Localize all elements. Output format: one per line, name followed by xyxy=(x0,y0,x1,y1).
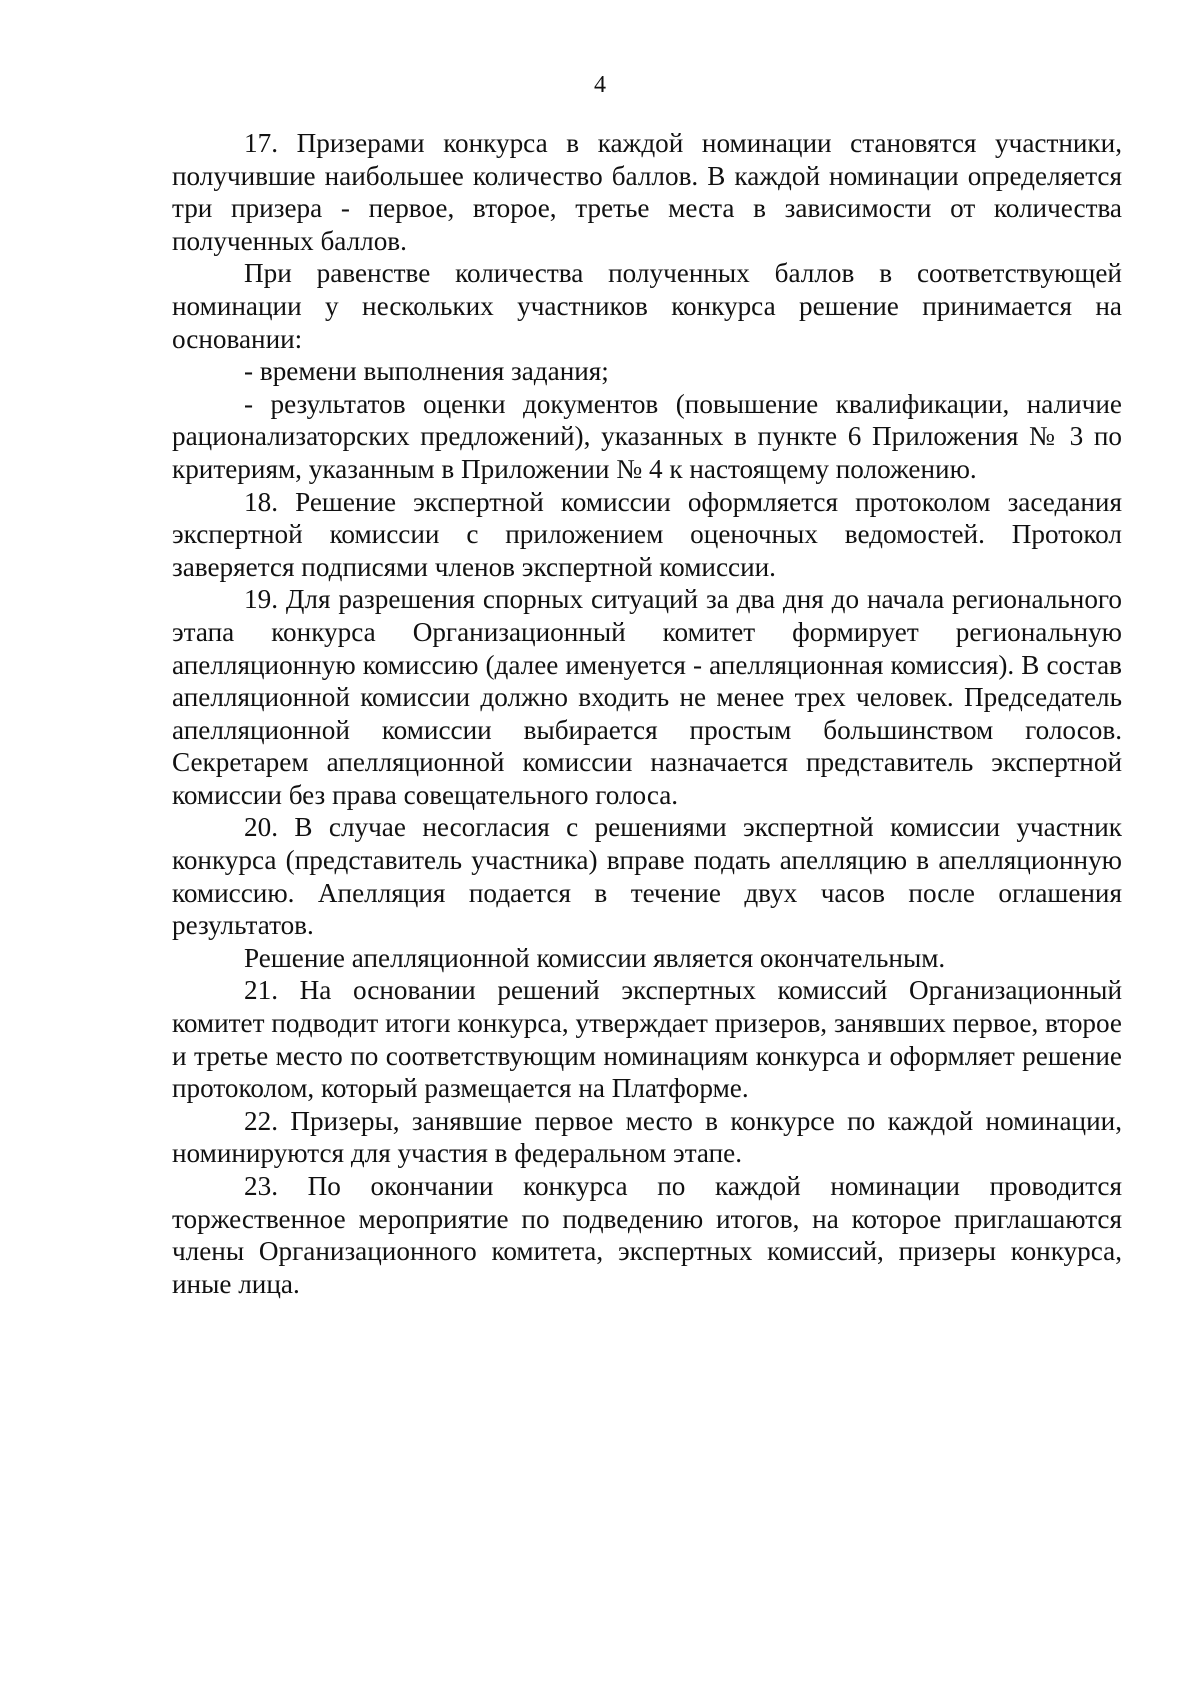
paragraph-tie-rule: При равенстве количества полученных баллов в соответствующей номинации у нескольких участников конкурса решение принимается на основании: xyxy=(172,258,1122,354)
paragraph-20: 20. В случае несогласия с решениями экспертной комиссии участник конкурса (представитель участника) вправе подать апелляцию в апелляционную комиссию. Апелляция подается в течение двух часов после оглашения результатов. xyxy=(172,812,1122,941)
paragraph-18: 18. Решение экспертной комиссии оформляется протоколом заседания экспертной комиссии с приложением оценочных ведомостей. Протокол заверяется подписями членов экспертной комиссии. xyxy=(172,486,1122,582)
paragraph-17: 17. Призерами конкурса в каждой номинации становятся участники, получившие наибольшее количество баллов. В каждой номинации определяется три призера - первое, второе, третье места в зависимости от количества полученных баллов. xyxy=(172,128,1122,256)
paragraph-23: 23. По окончании конкурса по каждой номинации проводится торжественное мероприятие по подведению итогов, на которое приглашаются члены Организационного комитета, экспертных комиссий, призеры конкурса, иные лица. xyxy=(172,1171,1122,1299)
paragraph-19: 19. Для разрешения спорных ситуаций за два дня до начала регионального этапа конкурса Организационный комитет формирует региональную апелляционную комиссию (далее именуется - апелляционная комиссия). В состав апелляционной комиссии должно входить не менее трех человек. Председатель апелляционной комиссии выбирается простым большинством голосов. Секретарем апелляционной комиссии назначается представитель экспертной комиссии без права совещательного голоса. xyxy=(172,584,1122,810)
page-number: 4 xyxy=(594,72,606,98)
paragraph-appeal-final: Решение апелляционной комиссии является окончательным. xyxy=(244,942,946,973)
paragraph-21: 21. На основании решений экспертных комиссий Организационный комитет подводит итоги конкурса, утверждает призеров, занявших первое, второе и третье место по соответствующим номинациям конкурса и оформляет решение протоколом, который размещается на Платформе. xyxy=(172,975,1122,1104)
paragraph-22: 22. Призеры, занявшие первое место в конкурсе по каждой номинации, номинируются для участия в федеральном этапе. xyxy=(172,1105,1122,1169)
document-body xyxy=(172,127,1122,1300)
list-item-document-assessment: - результатов оценки документов (повышение квалификации, наличие рационализаторских предложений), указанных в пункте 6 Приложения № 3 по критериям, указанным в Приложении № 4 к настоящему положению. xyxy=(172,388,1122,484)
list-item-task-time: - времени выполнения задания; xyxy=(244,356,609,387)
